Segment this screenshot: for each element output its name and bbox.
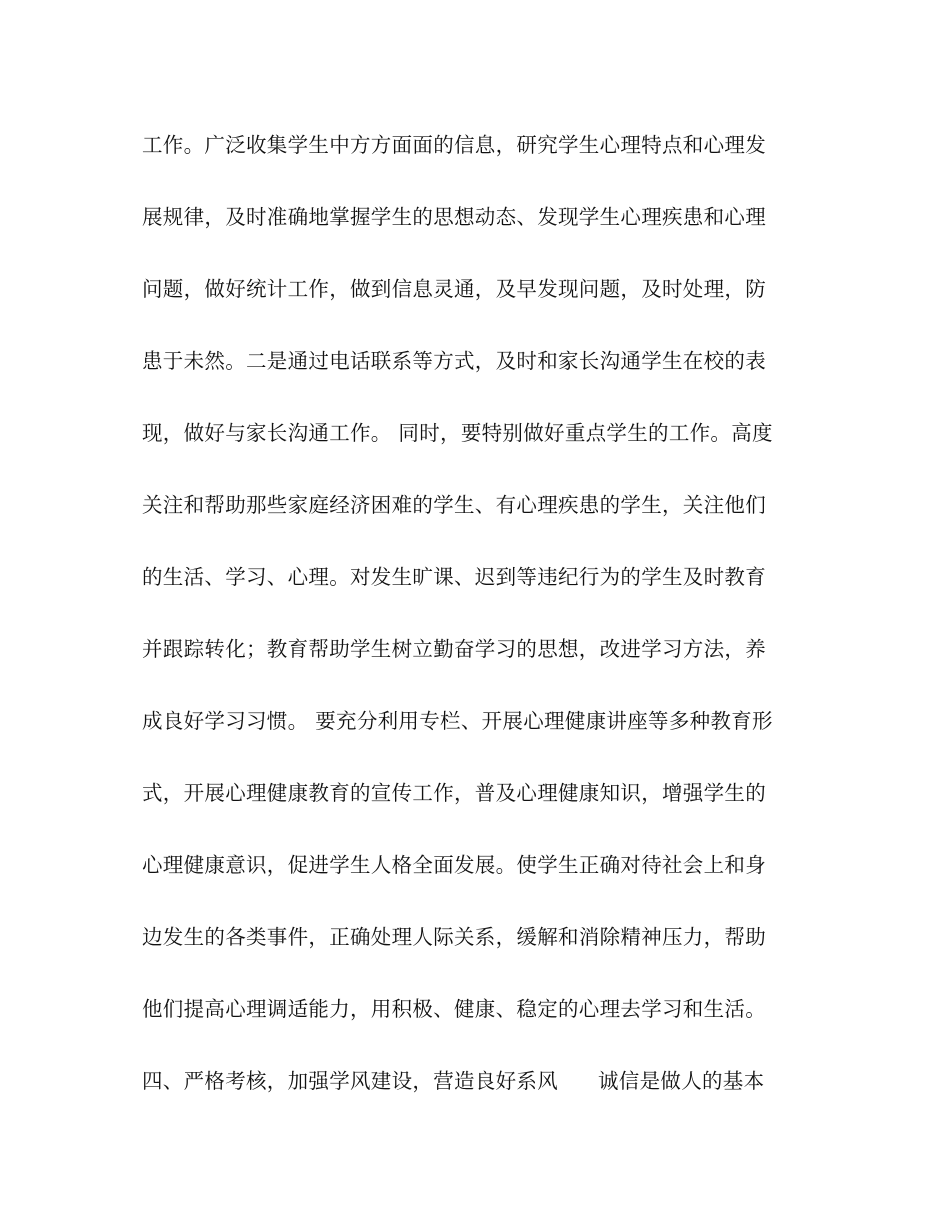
section-heading: 四、严格考核，加强学风建设，营造良好系风 xyxy=(142,1069,558,1093)
body-text-line-4: 患于未然。二是通过电话联系等方式，及时和家长沟通学生在校的表 xyxy=(142,349,766,373)
body-text-line-13: 他们提高心理调适能力，用积极、健康、稳定的心理去学习和生活。 xyxy=(142,997,766,1021)
body-text-line-1: 工作。广泛收集学生中方方面面的信息，研究学生心理特点和心理发 xyxy=(142,133,766,157)
body-text-line-5: 现，做好与家长沟通工作。 同时，要特别做好重点学生的工作。高度 xyxy=(142,421,773,445)
body-text-line-8: 并跟踪转化；教育帮助学生树立勤奋学习的思想，改进学习方法，养 xyxy=(142,637,766,661)
body-text-line-12: 边发生的各类事件，正确处理人际关系，缓解和消除精神压力，帮助 xyxy=(142,925,766,949)
body-text-line-7: 的生活、学习、心理。对发生旷课、迟到等违纪行为的学生及时教育 xyxy=(142,565,766,589)
body-text-line-9: 成良好学习习惯。 要充分利用专栏、开展心理健康讲座等多种教育形 xyxy=(142,709,773,733)
body-text-line-2: 展规律，及时准确地掌握学生的思想动态、发现学生心理疾患和心理 xyxy=(142,205,766,229)
body-text-line-6: 关注和帮助那些家庭经济困难的学生、有心理疾患的学生，关注他们 xyxy=(142,493,766,517)
body-text-line-3: 问题，做好统计工作，做到信息灵通，及早发现问题，及时处理，防 xyxy=(142,277,766,301)
body-text-line-10: 式，开展心理健康教育的宣传工作，普及心理健康知识，增强学生的 xyxy=(142,781,766,805)
section-text-start: 诚信是做人的基本 xyxy=(598,1069,765,1093)
body-text-line-11: 心理健康意识，促进学生人格全面发展。使学生正确对待社会上和身 xyxy=(142,853,766,877)
section-heading-line xyxy=(142,1061,802,1101)
